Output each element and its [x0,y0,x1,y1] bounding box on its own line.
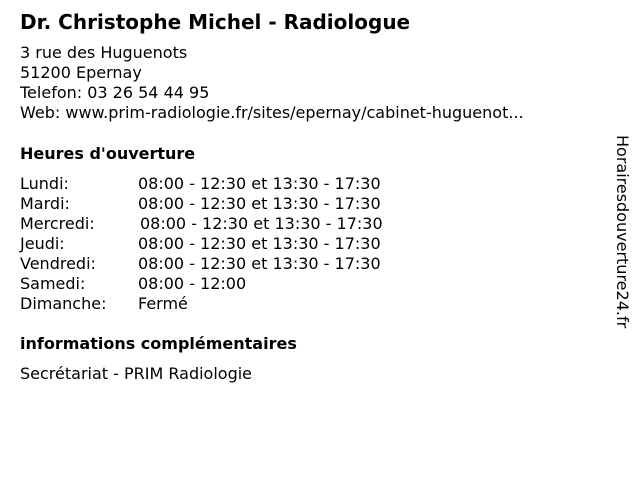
address-street: 3 rue des Huguenots [20,43,188,62]
address-city: 51200 Epernay [20,63,142,82]
phone-number[interactable]: Telefon: 03 26 54 44 95 [20,83,210,102]
watermark-text: Horairesdouverture24.fr [613,135,632,329]
hours-time: 08:00 - 12:00 [138,274,247,293]
hours-time: 08:00 - 12:30 et 13:30 - 17:30 [138,254,381,273]
info-text: Secrétariat - PRIM Radiologie [20,364,253,383]
hours-time: Fermé [138,294,188,313]
watermark [612,135,632,345]
hours-day: Dimanche: [20,294,107,313]
info-heading: informations complémentaires [20,334,297,353]
hours-day: Mercredi: [20,214,95,233]
page-title: Dr. Christophe Michel - Radiologue [20,10,411,34]
hours-day: Lundi: [20,174,69,193]
hours-day: Mardi: [20,194,70,213]
hours-day: Jeudi: [20,234,65,253]
hours-day: Samedi: [20,274,86,293]
hours-time: 08:00 - 12:30 et 13:30 - 17:30 [140,214,383,233]
hours-heading: Heures d'ouverture [20,144,196,163]
hours-time: 08:00 - 12:30 et 13:30 - 17:30 [138,234,381,253]
hours-day: Vendredi: [20,254,96,273]
hours-time: 08:00 - 12:30 et 13:30 - 17:30 [138,174,381,193]
hours-time: 08:00 - 12:30 et 13:30 - 17:30 [138,194,381,213]
website-link[interactable]: Web: www.prim-radiologie.fr/sites/epernay/cabinet-huguenot... [20,103,524,122]
address-block [20,43,524,123]
